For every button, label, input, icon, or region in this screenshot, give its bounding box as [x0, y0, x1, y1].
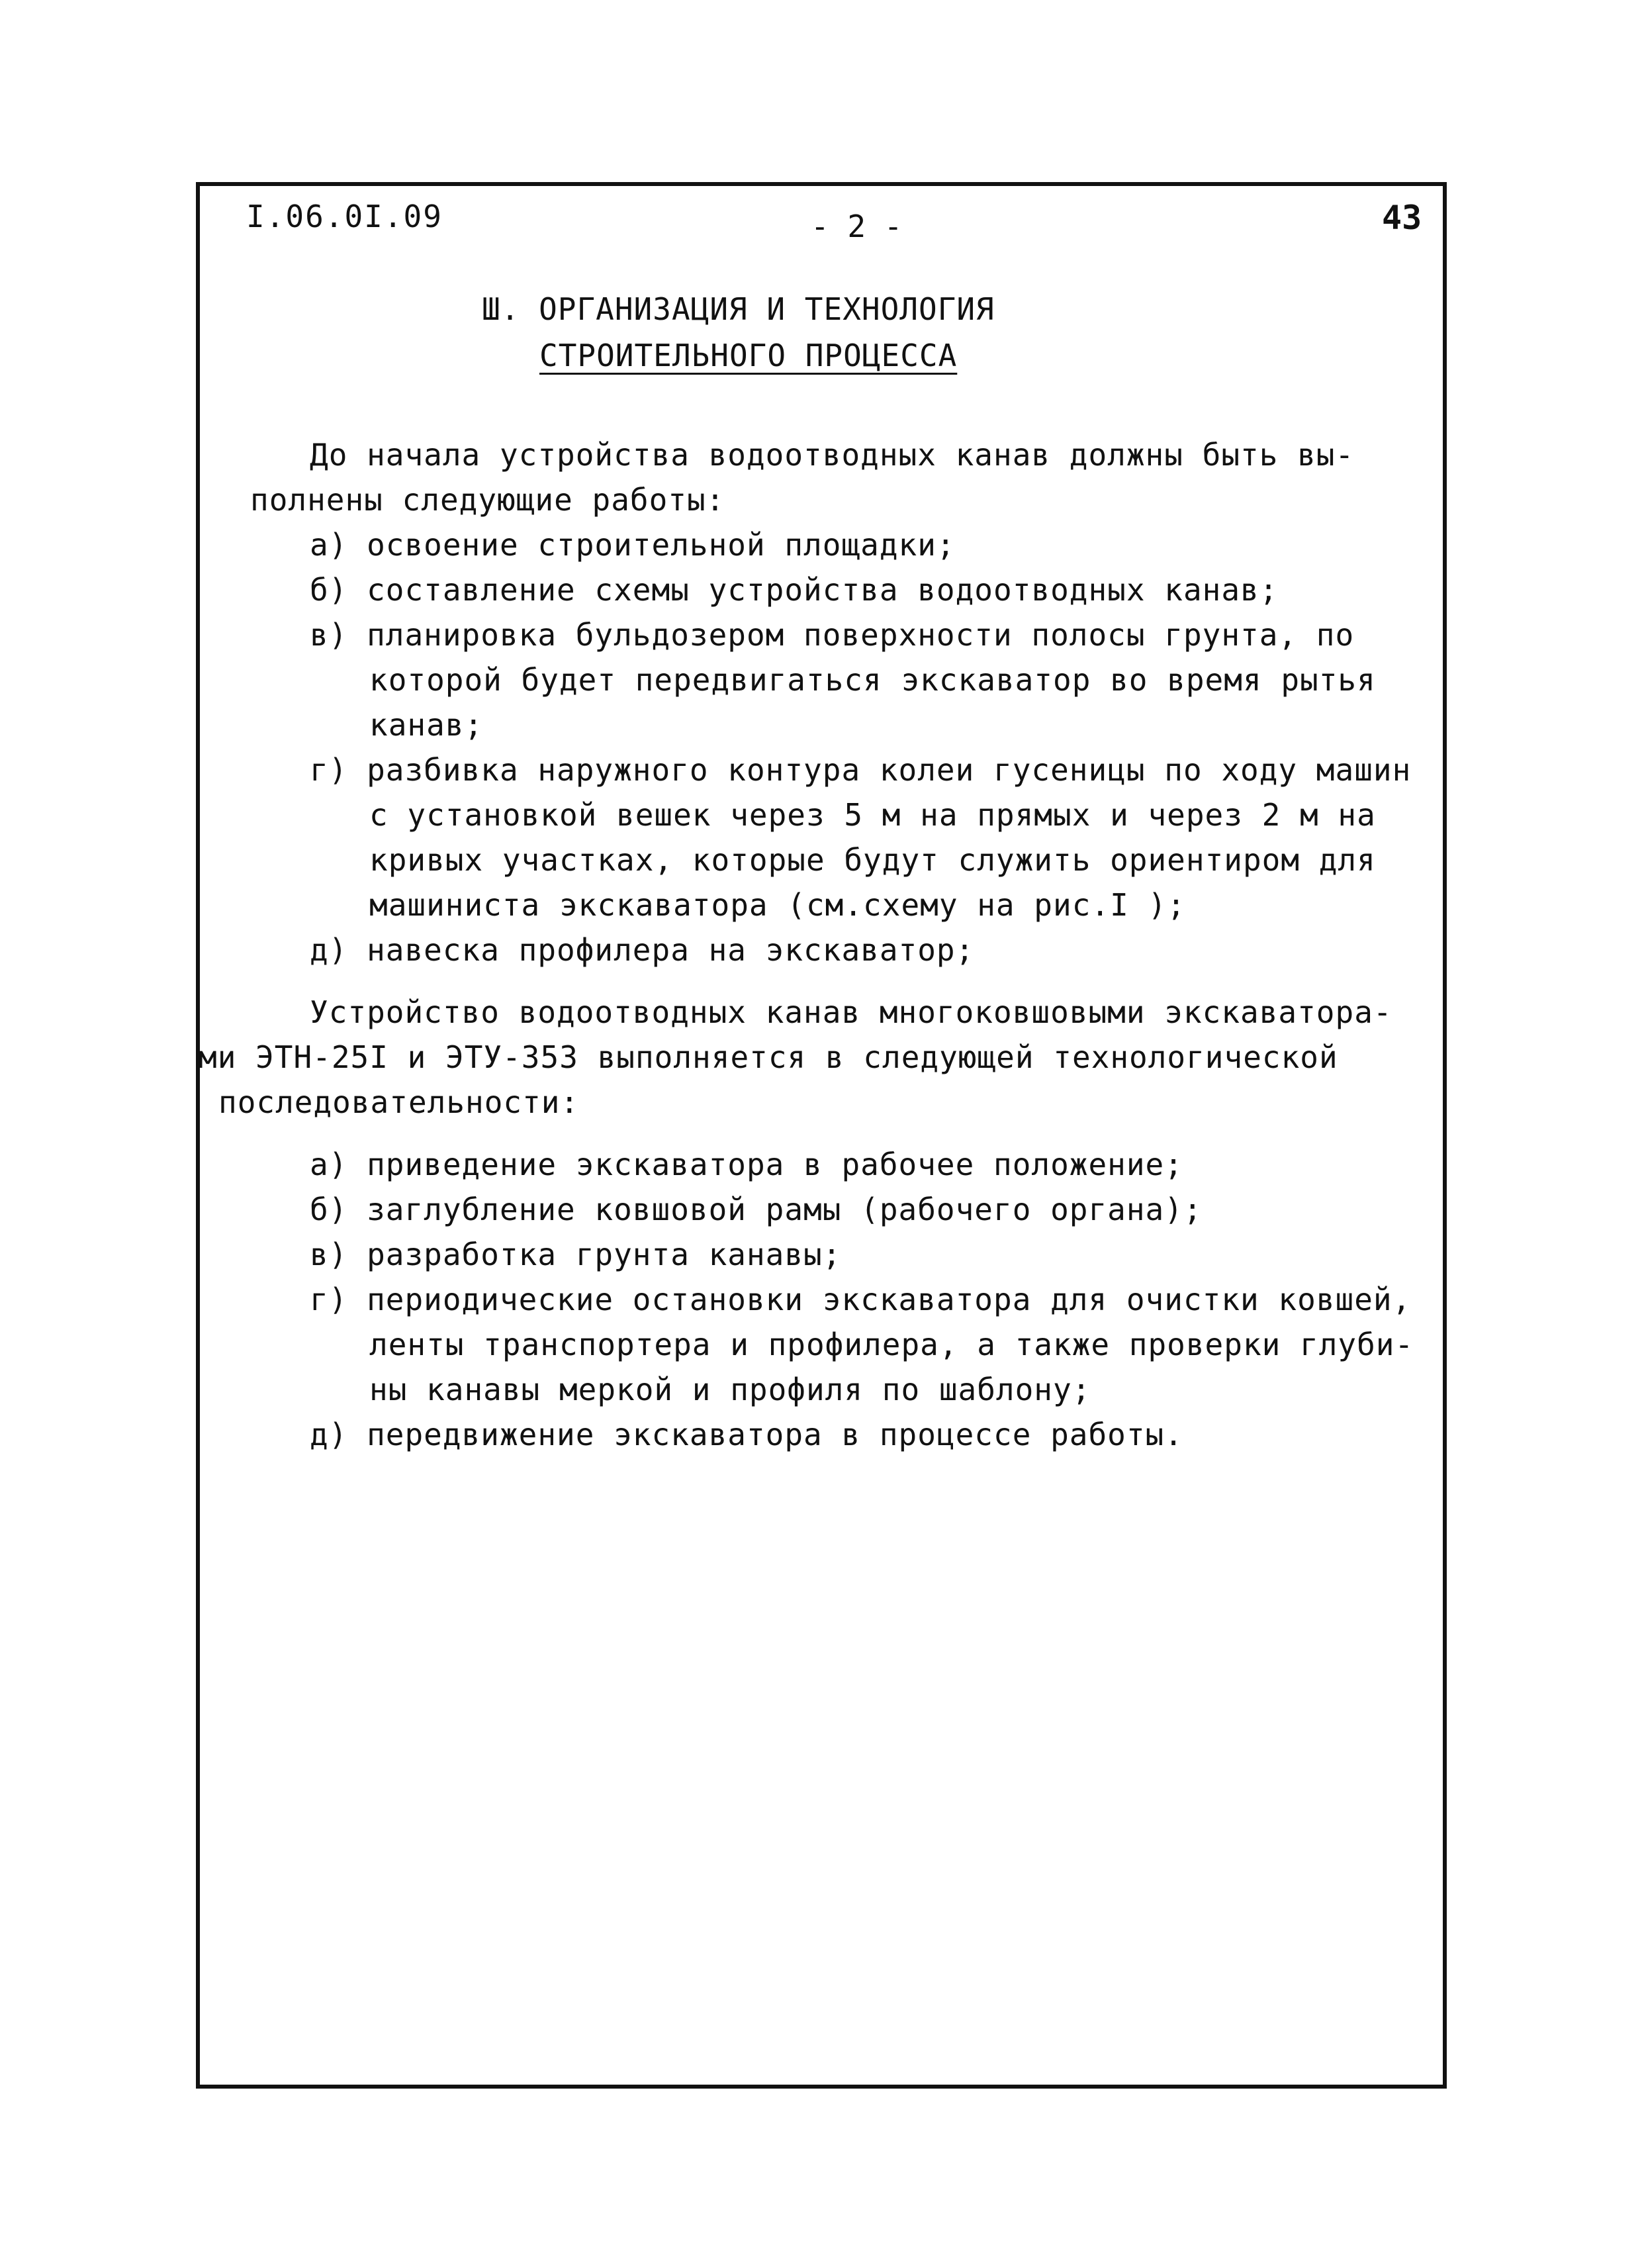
list1-item-v-line1: в) планировка бульдозером поверхности полосы грунта, по [310, 617, 1355, 653]
paragraph2-line2: ми ЭТН-25I и ЭТУ-353 выполняется в следующей технологической [199, 1039, 1338, 1075]
list2-item-b: б) заглубление ковшовой рамы (рабочего органа); [310, 1192, 1203, 1227]
page-center-number: - 2 - [811, 209, 903, 244]
list2-item-a: а) приведение экскаватора в рабочее положение; [310, 1147, 1183, 1182]
list2-item-g-line1: г) периодические остановки экскаватора для очистки ковшей, [310, 1282, 1412, 1317]
paragraph2-line3: последовательности: [218, 1084, 580, 1120]
list2-item-g-line3: ны канавы меркой и профиля по шаблону; [369, 1372, 1091, 1407]
list1-item-g-line1: г) разбивка наружного контура колеи гусеницы по ходу машин [310, 752, 1412, 788]
sheet-number: 43 [1382, 199, 1422, 237]
list1-item-g-line4: машиниста экскаватора (см.схему на рис.I ); [369, 887, 1186, 923]
list1-item-g-line2: с установкой вешек через 5 м на прямых и через 2 м на [369, 797, 1376, 833]
list2-item-g-line2: ленты транспортера и профилера, а также проверки глуби- [369, 1327, 1414, 1362]
list1-item-v-line3: канав; [369, 707, 484, 743]
list2-item-d: д) передвижение экскаватора в процессе работы. [310, 1417, 1183, 1452]
list1-item-a: а) освоение строительной площадки; [310, 527, 956, 563]
paragraph1-line1: До начала устройства водоотводных канав должны быть вы- [310, 437, 1355, 473]
paragraph2-line1: Устройство водоотводных канав многоковшовыми экскаватора- [310, 994, 1392, 1030]
list1-item-d: д) навеска профилера на экскаватор; [310, 932, 975, 968]
section-title-line1: Ш. ОРГАНИЗАЦИЯ И ТЕХНОЛОГИЯ [482, 291, 995, 327]
list2-item-v: в) разработка грунта канавы; [310, 1237, 842, 1272]
document-code: I.06.0I.09 [246, 199, 443, 234]
list1-item-v-line2: которой будет передвигаться экскаватор во время рытья [369, 662, 1376, 698]
list1-item-g-line3: кривых участках, которые будут служить ориентиром для [369, 842, 1376, 878]
list1-item-b: б) составление схемы устройства водоотводных канав; [310, 572, 1279, 608]
section-title-line2: СТРОИТЕЛЬНОГО ПРОЦЕССА [539, 338, 958, 373]
paragraph1-line2: полнены следующие работы: [250, 482, 725, 518]
